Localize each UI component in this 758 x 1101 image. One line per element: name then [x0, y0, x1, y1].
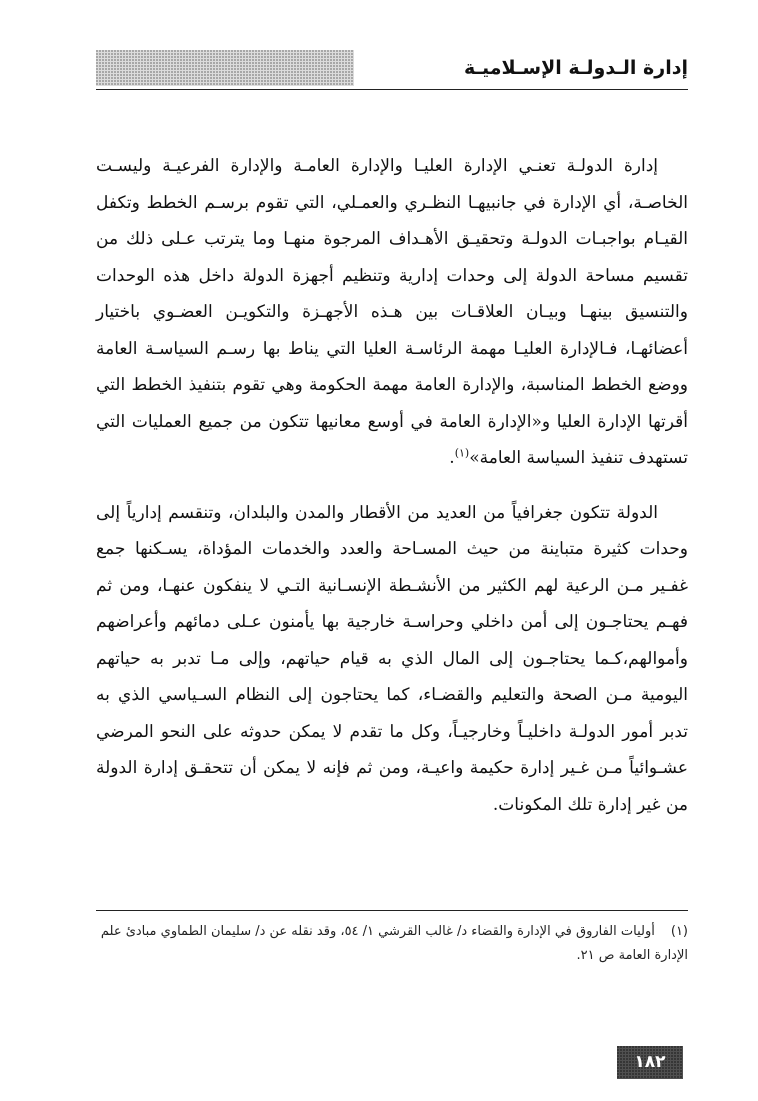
running-header: [96, 50, 688, 86]
running-header-title: إدارة الـدولـة الإسـلاميـة: [463, 57, 688, 79]
paragraph-1: [96, 148, 688, 477]
footnote-number: (١): [670, 924, 688, 939]
footnote: [96, 920, 688, 968]
header-pattern: [96, 50, 354, 86]
footnote-text: أوليات الفاروق في الإدارة والقضاء د/ غالب القرشي ١/ ٥٤، وقد نقله عن د/ سليمان الطماوي مبادئ علم الإدارة العامة ص ٢١.: [100, 924, 688, 963]
footnote-rule: [96, 910, 688, 911]
page-number-box: [617, 1046, 683, 1079]
paragraph-2: الدولة تتكون جغرافياً من العديد من الأقطار والمدن والبلدان، وتنقسم إدارياً إلى وحدات كثيرة متباينة من حيث المسـاحة والعدد والخدمات المؤداة، يسـكنها جمع غفـير مـن الرعية لهم الكثير من الأنشـطة الإنسـانية التـي لا ينفكون عنهـا، ومن ثم فهـم يحتاجـون إلى أمن داخلي وحراسـة خارجية بها يأمنون عـلى دمائهم وأعراضهم وأموالهم،كـما يحتاجـون إلى المال الذي به قيام حياتهم، وإلى مـا تدبر به حياتهم اليومية مـن الصحة والتعليم والقضـاء، كما يحتاجون إلى النظام السـياسي الذي به تدبر أمور الدولـة داخليـاً وخارجيـاً، وكل ما تقدم لا يمكن حدوثه على النحو المرضي عشـوائياً مـن غـير إدارة حكيمة واعيـة، ومن ثم فإنه لا يمكن أن تتحقـق إدارة الدولة من غير إدارة تلك المكونات.: [96, 502, 688, 815]
paragraph-1-end: .: [449, 448, 455, 468]
main-text: [96, 148, 688, 823]
paragraph-1-text: إدارة الدولـة تعنـي الإدارة العليـا والإدارة العامـة والإدارة الفرعيـة وليسـت الخاصـة، أي الإدارة في جانبيهـا النظـري والعمـلي، التي تقوم برسـم الخطط وتكفل القيـام بواجبـات الدولـة وتحقيـق الأهـداف المرجوة منهـا وما يترتب عـلى ذلك من تقسيم مساحة الدولة إلى وحدات إدارية وتنظيم أجهزة الدولة داخل هذه الوحدات والتنسيق بينهـا وبيـان العلاقـات بين هـذه الأجهـزة والتكويـن العضـوي باختيار أعضائهـا، فـالإدارة العليـا مهمة الرئاسـة العليا التي يناط بها رسـم السياسـة العامة ووضع الخطط المناسبة، والإدارة العامة مهمة الحكومة وهي تقوم بتنفيذ الخطط التي أقرتها الإدارة العليا و«الإدارة العامة في أوسع معانيها تتكون من جميع العمليات التي تستهدف تنفيذ السياسة العامة»: [96, 156, 688, 468]
page-number: ١٨٢: [634, 1052, 666, 1072]
header-rule: [96, 89, 688, 90]
footnote-reference: (١): [454, 446, 470, 460]
